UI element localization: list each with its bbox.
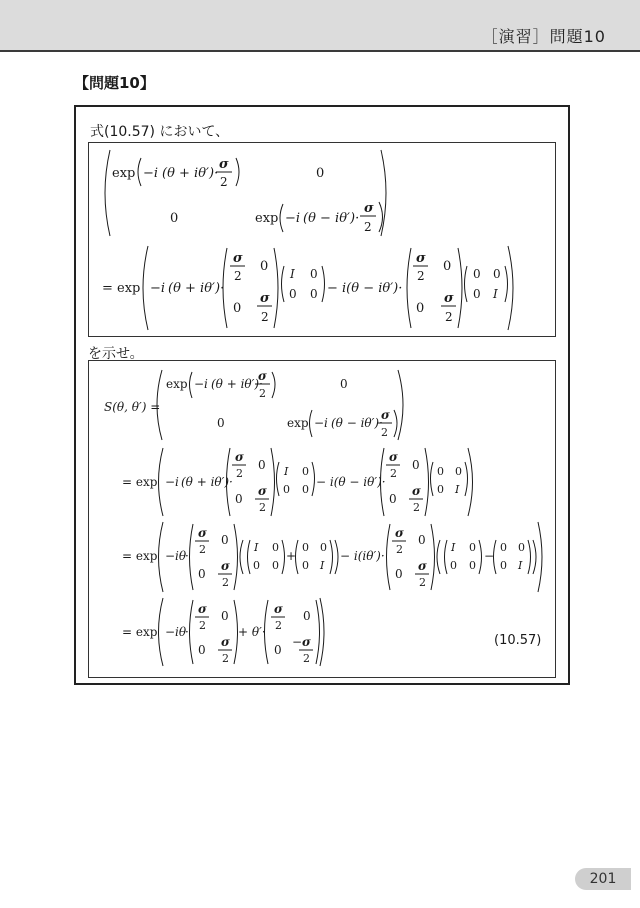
math-symbol: 2 (236, 467, 243, 480)
math-symbol: · (185, 625, 189, 639)
page-header-title: ［演習］問題10 (481, 27, 606, 46)
math-symbol: σ (258, 369, 267, 383)
bracket (240, 540, 243, 574)
math-symbol: σ (389, 450, 398, 464)
math-symbol: 2 (364, 220, 372, 234)
math-symbol: 0 (302, 541, 309, 554)
bracket (505, 266, 508, 302)
math-symbol: 0 (418, 533, 426, 547)
math-symbol: 0 (302, 483, 309, 496)
bracket (248, 540, 251, 574)
math-symbol: 2 (413, 501, 420, 514)
math-symbol: σ (418, 559, 427, 573)
math-symbol: 0 (443, 259, 452, 274)
math-symbol: σ (235, 450, 244, 464)
math-symbol: σ (233, 251, 243, 266)
math-symbol: −iθ (165, 625, 187, 639)
bracket (138, 158, 141, 186)
math-symbol: exp (255, 211, 279, 226)
math-symbol: 0 (340, 377, 348, 391)
math-symbol: (θ + iθ′)· (211, 377, 263, 391)
math-symbol: 0 (221, 609, 229, 623)
math-symbol: − i(θ − iθ′)· (316, 475, 386, 489)
math-symbol: 2 (259, 501, 266, 514)
bracket (494, 540, 497, 574)
math-symbol: 2 (303, 652, 310, 665)
math-symbol: I (455, 483, 460, 496)
math-symbol: 0 (258, 458, 266, 472)
math-symbol: 2 (417, 269, 425, 283)
math-symbol: 0 (302, 559, 309, 572)
math-symbol: σ (221, 559, 230, 573)
bracket (431, 524, 435, 590)
bracket (282, 266, 285, 302)
math-symbol: −i (194, 377, 208, 391)
math-symbol: (θ − iθ′)· (303, 211, 360, 226)
bracket (387, 524, 391, 590)
math-symbol: σ (302, 635, 311, 649)
math-symbol: 0 (283, 483, 290, 496)
math-symbol: 0 (302, 465, 309, 478)
math-symbol: 2 (234, 269, 242, 283)
math-symbol: σ (198, 526, 207, 540)
math-symbol: + θ′· (238, 625, 266, 639)
math-symbol: I (254, 541, 259, 554)
bracket (271, 448, 275, 516)
math-symbol: 0 (450, 559, 457, 572)
bracket (468, 448, 473, 516)
math-symbol: 0 (289, 287, 297, 301)
math-symbol: 0 (233, 301, 242, 316)
math-symbol: −i (314, 416, 328, 430)
math-symbol: σ (416, 251, 426, 266)
math-symbol: 0 (437, 483, 444, 496)
bracket (465, 266, 468, 302)
bracket (425, 448, 429, 516)
math-symbol: 0 (416, 301, 425, 316)
math-symbol: σ (219, 157, 229, 172)
bracket (320, 598, 324, 666)
math-symbol: I (493, 287, 498, 301)
math-symbol: 0 (469, 541, 476, 554)
bracket (445, 540, 448, 574)
math-symbol: 0 (473, 287, 481, 301)
math-symbol: S(θ, θ′) = (104, 400, 161, 414)
math-symbol: 2 (419, 576, 426, 589)
math-symbol: σ (274, 602, 283, 616)
math-symbol: I (290, 267, 295, 281)
math-symbol: σ (381, 408, 390, 422)
given-rhs (102, 246, 513, 330)
math-symbol: · (185, 549, 189, 563)
bracket (310, 410, 313, 437)
math-symbol: σ (395, 526, 404, 540)
math-symbol: 0 (437, 465, 444, 478)
bracket (316, 600, 320, 664)
problem-show-text: を示せ。 (88, 346, 144, 362)
bracket (143, 246, 148, 330)
math-symbol: 0 (272, 559, 279, 572)
bracket (159, 448, 164, 516)
math-symbol: − i(θ − iθ′)· (327, 281, 403, 296)
bracket (458, 248, 462, 328)
math-symbol: 0 (473, 267, 481, 281)
math-symbol: 0 (389, 492, 397, 506)
bracket (431, 462, 434, 496)
math-symbol: 0 (469, 559, 476, 572)
math-symbol: 2 (381, 426, 388, 439)
math-symbol: + (286, 549, 297, 563)
math-symbol: I (320, 559, 325, 572)
bracket (159, 598, 164, 666)
math-symbol: (θ − iθ′)· (331, 416, 383, 430)
math-symbol: 2 (275, 619, 282, 632)
math-symbol: 0 (310, 267, 318, 281)
math-symbol: I (284, 465, 289, 478)
solution-line-3 (122, 522, 542, 592)
math-symbol: σ (260, 291, 270, 306)
equation-number: (10.57) (494, 633, 542, 648)
math-symbol: 0 (316, 166, 325, 181)
math-symbol: 0 (395, 567, 403, 581)
math-symbol: (θ + iθ′)· (168, 281, 225, 296)
math-symbol: 0 (272, 541, 279, 554)
math-symbol: 0 (274, 643, 282, 657)
bracket (330, 540, 333, 574)
bracket (538, 522, 542, 592)
math-symbol: (θ + iθ′)· (181, 475, 233, 489)
math-symbol: 2 (222, 652, 229, 665)
math-symbol: 0 (303, 609, 311, 623)
math-symbol: − (292, 635, 303, 649)
problem-intro: 式(10.57) において、 (90, 124, 230, 140)
bracket (379, 202, 383, 232)
math-symbol: σ (444, 291, 454, 306)
math-symbol: I (518, 559, 523, 572)
math-symbol: 2 (396, 543, 403, 556)
solution-line-4 (122, 598, 324, 666)
bracket (398, 370, 403, 440)
math-symbol: 2 (220, 175, 228, 189)
bracket (282, 540, 285, 574)
bracket (190, 524, 194, 590)
math-symbol: 0 (518, 541, 525, 554)
bracket (234, 524, 238, 590)
math-symbol: 0 (170, 211, 179, 226)
math-symbol: 2 (445, 310, 453, 324)
bracket (190, 372, 193, 398)
math-symbol: 2 (259, 387, 266, 400)
bracket (234, 600, 238, 664)
math-symbol: 0 (412, 458, 420, 472)
math-symbol: −i (143, 166, 159, 181)
math-symbol: −iθ (165, 549, 187, 563)
math-symbol: σ (221, 635, 230, 649)
math-symbol: 0 (253, 559, 260, 572)
bracket (465, 462, 468, 496)
math-symbol: 0 (500, 541, 507, 554)
math-symbol: − i(iθ′)· (340, 549, 385, 563)
math-symbol: = exp (102, 281, 141, 296)
bracket (236, 158, 239, 186)
math-symbol: −i (150, 281, 166, 296)
bracket (322, 266, 325, 302)
math-symbol: 0 (500, 559, 507, 572)
math-symbol: 2 (390, 467, 397, 480)
bracket (277, 462, 280, 496)
bracket (335, 540, 338, 574)
bracket (280, 204, 283, 232)
bracket (479, 540, 482, 574)
math-symbol: 0 (217, 416, 225, 430)
math-symbol: 0 (455, 465, 462, 478)
math-symbol: −i (165, 475, 179, 489)
bracket (105, 150, 110, 236)
math-symbol: 0 (493, 267, 501, 281)
math-symbol: 0 (198, 643, 206, 657)
math-symbol: 0 (198, 567, 206, 581)
math-symbol: exp (112, 166, 136, 181)
math-symbol: exp (287, 416, 309, 430)
math-symbol: exp (166, 377, 188, 391)
bracket (312, 462, 315, 496)
math-symbol: = exp (122, 475, 158, 489)
problem-heading: 【問題10】 (74, 74, 155, 92)
given-lhs-matrix (105, 150, 386, 236)
math-symbol: 0 (320, 541, 327, 554)
math-symbol: −i (285, 211, 301, 226)
math-symbol: 2 (199, 543, 206, 556)
math-symbol: 0 (310, 287, 318, 301)
bracket (274, 248, 278, 328)
math-symbol: 0 (260, 259, 269, 274)
math-symbol: 0 (235, 492, 243, 506)
bracket (394, 410, 397, 437)
math-symbol: σ (258, 484, 267, 498)
math-symbol: σ (364, 201, 374, 216)
page-number: 201 (575, 868, 631, 890)
math-symbol: 2 (261, 310, 269, 324)
math-symbol: = exp (122, 549, 158, 563)
bracket (272, 372, 275, 398)
bracket (159, 522, 164, 592)
math-symbol: 2 (222, 576, 229, 589)
math-symbol: 0 (221, 533, 229, 547)
bracket (190, 600, 194, 664)
solution-line-1 (104, 369, 403, 440)
solution-line-2 (122, 448, 473, 516)
math-symbol: (θ + iθ′)· (162, 166, 219, 181)
bracket (296, 540, 299, 574)
math-symbol: = exp (122, 625, 158, 639)
math-symbol: σ (198, 602, 207, 616)
bracket (528, 540, 531, 574)
bracket (407, 248, 411, 328)
math-symbol: I (451, 541, 456, 554)
math-symbol: − (484, 549, 495, 563)
bracket (508, 246, 513, 330)
bracket (437, 540, 440, 574)
math-symbol: σ (412, 484, 421, 498)
bracket (533, 540, 536, 574)
math-symbol: 2 (199, 619, 206, 632)
